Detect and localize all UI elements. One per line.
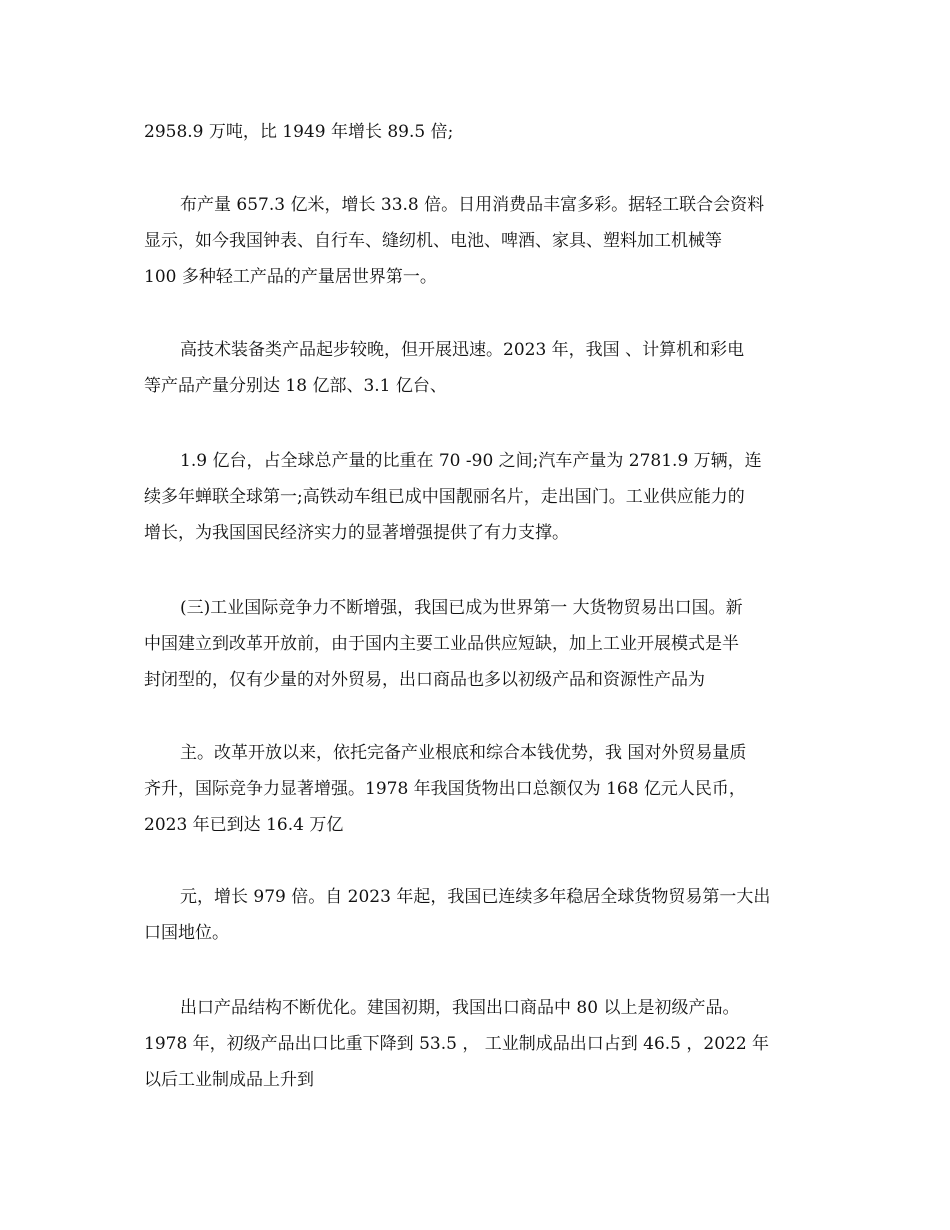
text-line: 封闭型的，仅有少量的对外贸易，出口商品也多以初级产品和资源性产品为: [144, 670, 705, 690]
text-line: 增长，为我国国民经济实力的显著增强提供了有力支撑。: [144, 523, 569, 543]
text-line: 1.9 亿台，占全球总产量的比重在 70 -90 之间;汽车产量为 2781.9 万辆，连: [180, 451, 762, 471]
paragraph-6: [144, 735, 808, 843]
text-line: (三)工业国际竞争力不断增强，我国已成为世界第一 大货物贸易出口国。新: [180, 598, 743, 618]
text-line: 口国地位。: [144, 923, 229, 943]
text-line: 主。改革开放以来，依托完备产业根底和综合本钱优势，我 国对外贸易量质: [180, 743, 747, 763]
paragraph-2: [144, 187, 808, 295]
text-line: 续多年蝉联全球第一;高铁动车组已成中国靓丽名片，走出国门。工业供应能力的: [144, 487, 745, 507]
paragraph-1: [144, 114, 808, 150]
text-line: 出口产品结构不断优化。建国初期，我国出口商品中 80 以上是初级产品。: [180, 998, 740, 1018]
paragraph-4: [144, 443, 808, 551]
text-line: 显示，如今我国钟表、自行车、缝纫机、电池、啤酒、家具、塑料加工机械等: [144, 231, 722, 251]
text-line: 以后工业制成品上升到: [144, 1070, 314, 1090]
text-line: 齐升，国际竞争力显著增强。1978 年我国货物出口总额仅为 168 亿元人民币，: [144, 779, 746, 799]
text-line: 2958.9 万吨，比 1949 年增长 89.5 倍;: [144, 122, 454, 142]
text-line: 等产品产量分别达 18 亿部、3.1 亿台、: [144, 376, 447, 396]
paragraph-3: [144, 332, 808, 404]
text-line: 1978 年，初级产品出口比重下降到 53.5 ， 工业制成品出口占到 46.5 ，2022 年: [144, 1034, 770, 1054]
paragraph-7: [144, 879, 808, 951]
text-line: 布产量 657.3 亿米，增长 33.8 倍。日用消费品丰富多彩。据轻工联合会资料: [180, 195, 765, 215]
paragraph-8: [144, 990, 808, 1098]
text-line: 中国建立到改革开放前，由于国内主要工业品供应短缺，加上工业开展模式是半: [144, 634, 739, 654]
text-line: 高技术装备类产品起步较晚，但开展迅速。2023 年，我国 、计算机和彩电: [180, 340, 745, 360]
text-line: 元，增长 979 倍。自 2023 年起，我国已连续多年稳居全球货物贸易第一大出: [180, 887, 771, 907]
text-line: 2023 年已到达 16.4 万亿: [144, 815, 344, 835]
paragraph-5: [144, 590, 808, 698]
text-line: 100 多种轻工产品的产量居世界第一。: [144, 267, 437, 287]
